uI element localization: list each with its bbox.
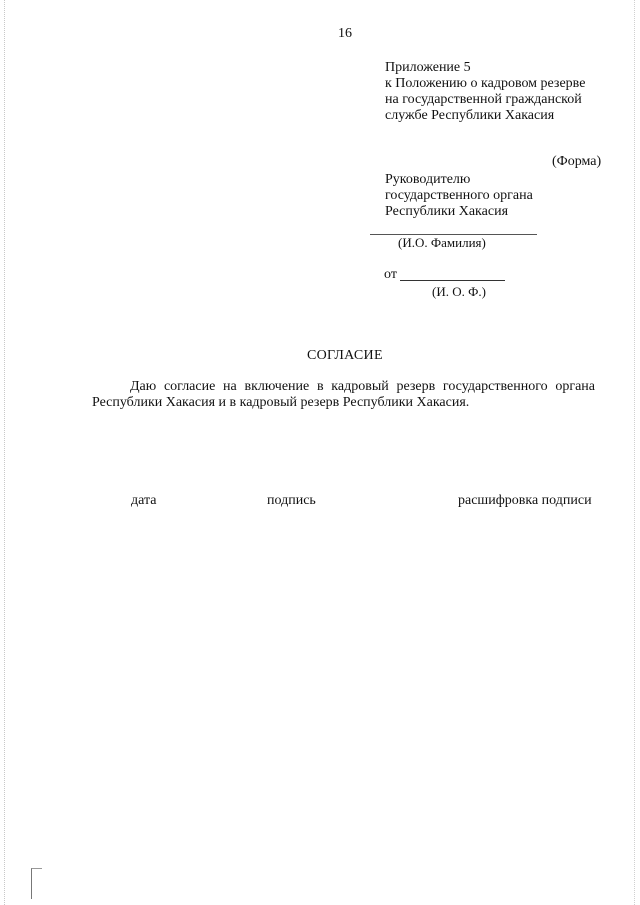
form-label: (Форма) xyxy=(552,154,602,169)
addressee-name-caption: (И.О. Фамилия) xyxy=(398,235,486,250)
appendix-line: службе Республики Хакасия xyxy=(385,108,555,123)
consent-body-line: Даю согласие на включение в кадровый резерв государственного органа xyxy=(130,379,595,394)
appendix-line: к Положению о кадровом резерве xyxy=(385,76,586,91)
from-label: от xyxy=(384,267,397,282)
signature-label: подпись xyxy=(267,493,316,508)
appendix-line: на государственной гражданской xyxy=(385,92,582,107)
consent-body xyxy=(92,379,595,411)
addressee-line: Республики Хакасия xyxy=(385,204,509,219)
scan-corner-mark xyxy=(31,868,42,899)
addressee-block xyxy=(385,172,533,220)
page-number: 16 xyxy=(338,26,352,41)
sender-name-line xyxy=(400,280,505,281)
consent-body-line: Республики Хакасия и в кадровый резерв Республики Хакасия. xyxy=(92,395,470,410)
sender-initials-caption: (И. О. Ф.) xyxy=(432,284,486,299)
date-label: дата xyxy=(131,493,157,508)
appendix-header xyxy=(385,60,585,124)
signature-decoding-label: расшифровка подписи xyxy=(458,493,592,508)
addressee-line: Руководителю xyxy=(385,172,471,187)
scan-edge-left xyxy=(4,0,6,905)
scan-edge-right xyxy=(634,0,636,905)
appendix-line: Приложение 5 xyxy=(385,60,471,75)
addressee-line: государственного органа xyxy=(385,188,533,203)
document-title: СОГЛАСИЕ xyxy=(307,348,383,363)
